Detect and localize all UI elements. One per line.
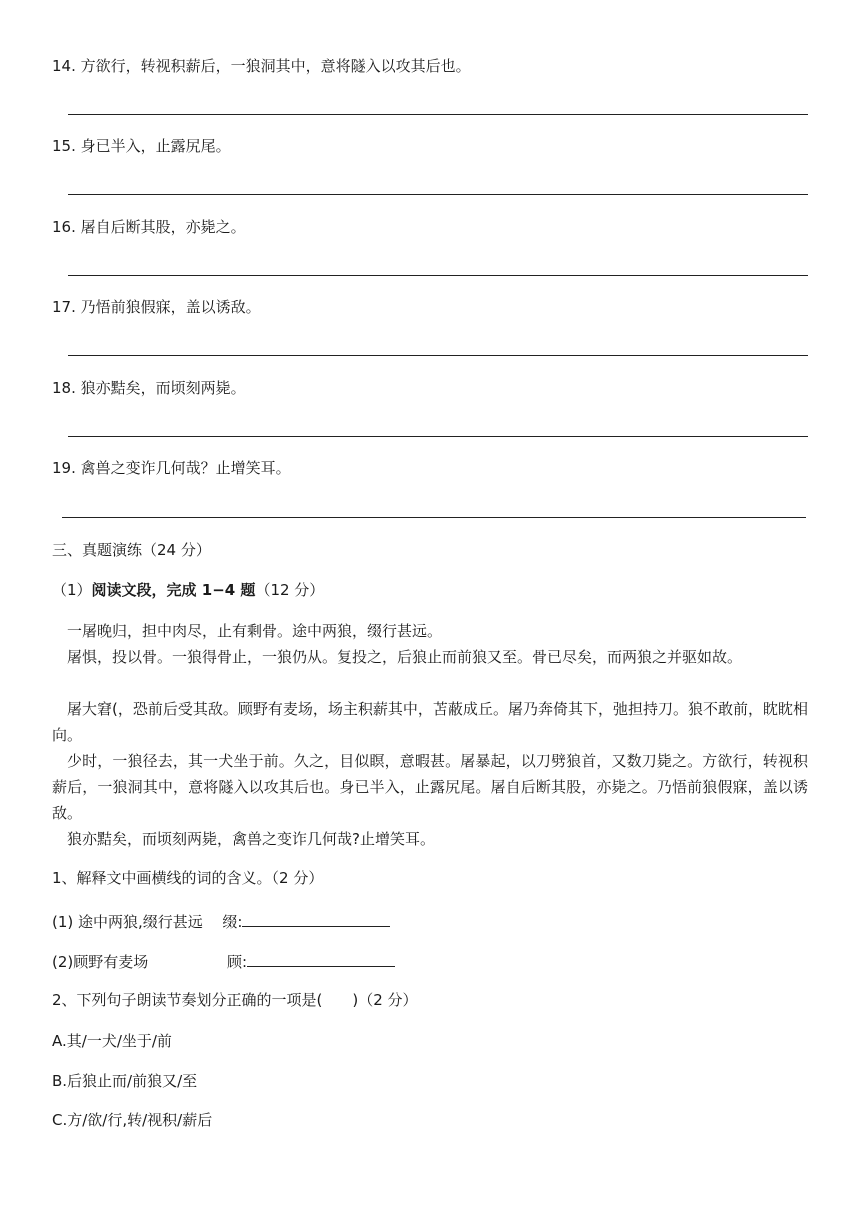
passage-paragraph-4: 少时，一狼径去，其一犬坐于前。久之，目似瞑，意暇甚。屠暴起，以刀劈狼首，又数刀毙之。方欲行，转视积薪后，一狼洞其中，意将隧入以攻其后也。身已半入，止露尻尾。屠自后断其股，亦毙之。乃悟前狼假寐，盖以诱敌。: [52, 752, 808, 822]
question-19: 19. 禽兽之变诈几何哉？止增笑耳。: [52, 459, 291, 477]
question-16: 16. 屠自后断其股，亦毙之。: [52, 218, 246, 236]
subquestion-1: 1、解释文中画横线的词的含义。（2 分）: [52, 869, 324, 887]
question-15: 15. 身已半入，止露尻尾。: [52, 137, 231, 155]
question-18: 18. 狼亦黠矣，而顷刻两毙。: [52, 379, 246, 397]
subquestion-2: 2、下列句子朗读节奏划分正确的一项是( )（2 分）: [52, 991, 418, 1009]
passage-paragraph-2: 屠惧，投以骨。一狼得骨止，一狼仍从。复投之，后狼止而前狼又至。骨已尽矣，而两狼之并驱如故。: [67, 648, 743, 666]
answer-line-15[interactable]: [68, 194, 808, 195]
passage-paragraph-1: 一屠晚归，担中肉尽，止有剩骨。途中两狼，缀行甚远。: [67, 622, 443, 640]
answer-line-19[interactable]: [62, 517, 806, 518]
option-a[interactable]: A.其/一犬/坐于/前: [52, 1032, 172, 1050]
option-c[interactable]: C.方/欲/行,转/视积/薪后: [52, 1111, 213, 1129]
subquestion-1-item-1: (1) 途中两狼,缀行甚远 缀:: [52, 910, 390, 932]
passage-paragraph-3: 屠大窘(，恐前后受其敌。顾野有麦场，场主积薪其中，苫蔽成丘。屠乃奔倚其下，弛担持刀。狼不敢前，眈眈相向。: [52, 700, 808, 744]
fill-blank-2[interactable]: [247, 950, 395, 967]
section-heading: 三、真题演练（24 分）: [52, 541, 211, 559]
answer-line-14[interactable]: [68, 114, 808, 115]
answer-line-17[interactable]: [68, 355, 808, 356]
answer-line-16[interactable]: [68, 275, 808, 276]
passage-paragraph-5: 狼亦黠矣，而顷刻两毙，禽兽之变诈几何哉?止增笑耳。: [67, 830, 435, 848]
fill-blank-1[interactable]: [242, 910, 390, 927]
question-17: 17. 乃悟前狼假寐，盖以诱敌。: [52, 298, 261, 316]
question-14: 14. 方欲行，转视积薪后，一狼洞其中，意将隧入以攻其后也。: [52, 57, 471, 75]
reading-subheading: （1）阅读文段，完成 1−4 题（12 分）: [52, 581, 325, 599]
answer-line-18[interactable]: [68, 436, 808, 437]
subquestion-1-item-2: (2)顾野有麦场 顾:: [52, 950, 395, 972]
option-b[interactable]: B.后狼止而/前狼又/至: [52, 1072, 198, 1090]
